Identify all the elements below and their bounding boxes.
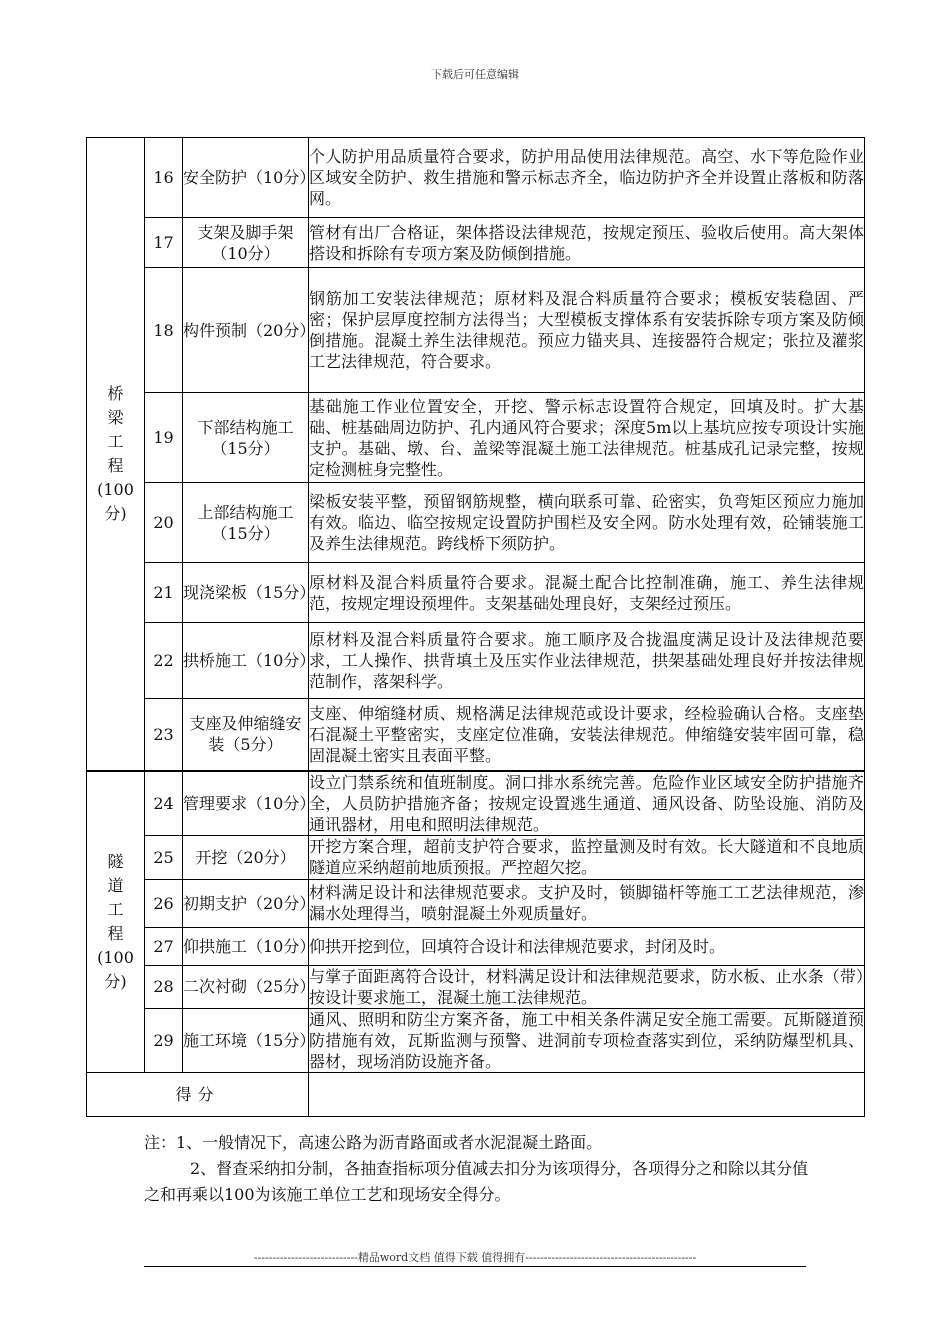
table-row — [87, 835, 865, 879]
item-description: 梁板安装平整，预留钢筋规整，横向联系可靠、砼密实，负弯矩区预应力施加有效。临边、临空按规定设置防护围栏及安全网。防水处理有效，砼铺装施工及养生法律规范。跨线桥下须防护。 — [309, 483, 865, 563]
table-row — [87, 879, 865, 927]
category-bridge-char: 工 — [107, 431, 124, 451]
item-description: 管材有出厂合格证，架体搭设法律规范，按规定预压、验收后使用。高大架体搭设和拆除有专项方案及防倾倒措施。 — [309, 218, 865, 268]
row-number: 20 — [145, 483, 183, 563]
table-row — [87, 483, 865, 563]
item-description: 支座、伸缩缝材质、规格满足法律规范或设计要求，经检验确认合格。支座垫石混凝土平整密实，支座定位准确，安装法律规范。伸缩缝安装牢固可靠，稳固混凝土密实且表面平整。 — [309, 699, 865, 771]
category-bridge-char: 分) — [104, 503, 127, 523]
item-description: 材料满足设计和法律规范要求。支护及时，锁脚锚杆等施工工艺法律规范，渗漏水处理得当，喷射混凝土外观质量好。 — [309, 879, 865, 927]
header-note: 下载后可任意编辑 — [431, 68, 519, 81]
item-description: 个人防护用品质量符合要求，防护用品使用法律规范。高空、水下等危险作业区域安全防护、救生措施和警示标志齐全，临边防护齐全并设置止落板和防落网。 — [309, 138, 865, 218]
row-number: 22 — [145, 623, 183, 699]
item-name: 支架及脚手架（10分） — [183, 218, 309, 268]
table-row — [87, 138, 865, 218]
category-tunnel-char: 分) — [104, 971, 127, 991]
table-row — [87, 771, 865, 836]
item-name: 现浇梁板（15分） — [183, 563, 309, 623]
notes — [144, 1130, 824, 1208]
note-line-2: 2、督查采纳扣分制，各抽查指标项分值减去扣分为该项得分，各项得分之和除以其分值之和再乘以100为该施工单位工艺和现场安全得分。 — [144, 1159, 809, 1204]
footer-text: ----------------------------精品word文档 值得下载 值得拥有---------------------------------------------- — [253, 1251, 697, 1264]
item-name: 管理要求（10分） — [183, 771, 309, 836]
category-tunnel-char: 道 — [107, 875, 124, 895]
category-tunnel — [87, 771, 145, 1073]
category-tunnel-char: 隧 — [107, 851, 124, 871]
item-description: 原材料及混合料质量符合要求。施工顺序及合拢温度满足设计及法律规范要求，工人操作、拱背填土及压实作业法律规范，拱架基础处理良好并按法律规范制作，落架科学。 — [309, 623, 865, 699]
item-name: 上部结构施工（15分） — [183, 483, 309, 563]
row-number: 28 — [145, 965, 183, 1008]
table-row — [87, 393, 865, 483]
table-row — [87, 1008, 865, 1072]
row-number: 18 — [145, 268, 183, 393]
row-number: 19 — [145, 393, 183, 483]
category-bridge-char: (100 — [97, 479, 134, 499]
table-row — [87, 218, 865, 268]
table-row — [87, 268, 865, 393]
item-name: 开挖（20分） — [183, 835, 309, 879]
item-name: 支座及伸缩缝安装（5分） — [183, 699, 309, 771]
score-row — [87, 1072, 865, 1116]
category-bridge — [87, 138, 145, 771]
category-bridge-char: 梁 — [107, 407, 124, 427]
row-number: 24 — [145, 771, 183, 836]
item-name: 二次衬砌（25分） — [183, 965, 309, 1008]
category-tunnel-char: 工 — [107, 899, 124, 919]
table-row — [87, 563, 865, 623]
item-description: 钢筋加工安装法律规范；原材料及混合料质量符合要求；模板安装稳固、严密；保护层厚度控制方法得当；大型模板支撑体系有安装拆除专项方案及防倾倒措施。混凝土养生法律规范。预应力锚夹具、连接器符合规定；张拉及灌浆工艺法律规范，符合要求。 — [309, 268, 865, 393]
row-number: 25 — [145, 835, 183, 879]
table-row — [87, 623, 865, 699]
item-name: 拱桥施工（10分） — [183, 623, 309, 699]
item-name: 下部结构施工（15分） — [183, 393, 309, 483]
category-bridge-char: 程 — [107, 455, 124, 475]
item-description: 原材料及混合料质量符合要求。混凝土配合比控制准确，施工、养生法律规范，按规定埋设预埋件。支架基础处理良好，支架经过预压。 — [309, 563, 865, 623]
score-value[interactable] — [309, 1072, 865, 1116]
table-row — [87, 965, 865, 1008]
item-description: 基础施工作业位置安全，开挖、警示标志设置符合规定，回填及时。扩大基础、桩基础周边防护、孔内通风符合要求；深度5m以上基坑应按专项设计实施支护。基础、墩、台、盖梁等混凝土施工法律规范。桩基成孔记录完整，按规定检测桩身完整性。 — [309, 393, 865, 483]
category-tunnel-char: 程 — [107, 923, 124, 943]
item-name: 仰拱施工（10分） — [183, 927, 309, 965]
item-name: 安全防护（10分） — [183, 138, 309, 218]
category-tunnel-char: (100 — [97, 947, 134, 967]
row-number: 21 — [145, 563, 183, 623]
item-description: 设立门禁系统和值班制度。洞口排水系统完善。危险作业区域安全防护措施齐全，人员防护措施齐备；按规定设置逃生通道、通风设备、防坠设施、消防及通讯器材，用电和照明法律规范。 — [309, 772, 864, 834]
row-number: 29 — [145, 1008, 183, 1072]
item-name: 施工环境（15分） — [183, 1008, 309, 1072]
row-number: 26 — [145, 879, 183, 927]
item-description: 开挖方案合理，超前支护符合要求，监控量测及时有效。长大隧道和不良地质隧道应采纳超前地质预报。严控超欠挖。 — [309, 837, 864, 877]
item-description: 仰拱开挖到位，回填符合设计和法律规范要求，封闭及时。 — [309, 927, 865, 965]
item-name: 初期支护（20分） — [183, 879, 309, 927]
row-number: 17 — [145, 218, 183, 268]
row-number: 16 — [145, 138, 183, 218]
category-bridge-char: 桥 — [107, 383, 124, 403]
row-number: 23 — [145, 699, 183, 771]
table-row — [87, 927, 865, 965]
note-line-1: 注：1、一般情况下，高速公路为沥青路面或者水泥混凝土路面。 — [144, 1133, 603, 1152]
inspection-table — [86, 137, 865, 1117]
row-number: 27 — [145, 927, 183, 965]
table-row — [87, 699, 865, 771]
item-name: 构件预制（20分） — [183, 268, 309, 393]
item-description: 通风、照明和防尘方案齐备，施工中相关条件满足安全施工需要。瓦斯隧道预防措施有效，瓦斯监测与预警、进洞前专项检查落实到位，采纳防爆型机具、器材，现场消防设施齐备。 — [309, 1009, 864, 1071]
footer-divider — [144, 1266, 806, 1267]
score-label: 得分 — [87, 1072, 309, 1116]
item-description: 与掌子面距离符合设计，材料满足设计和法律规范要求，防水板、止水条（带）按设计要求施工，混凝土施工法律规范。 — [309, 966, 864, 1007]
